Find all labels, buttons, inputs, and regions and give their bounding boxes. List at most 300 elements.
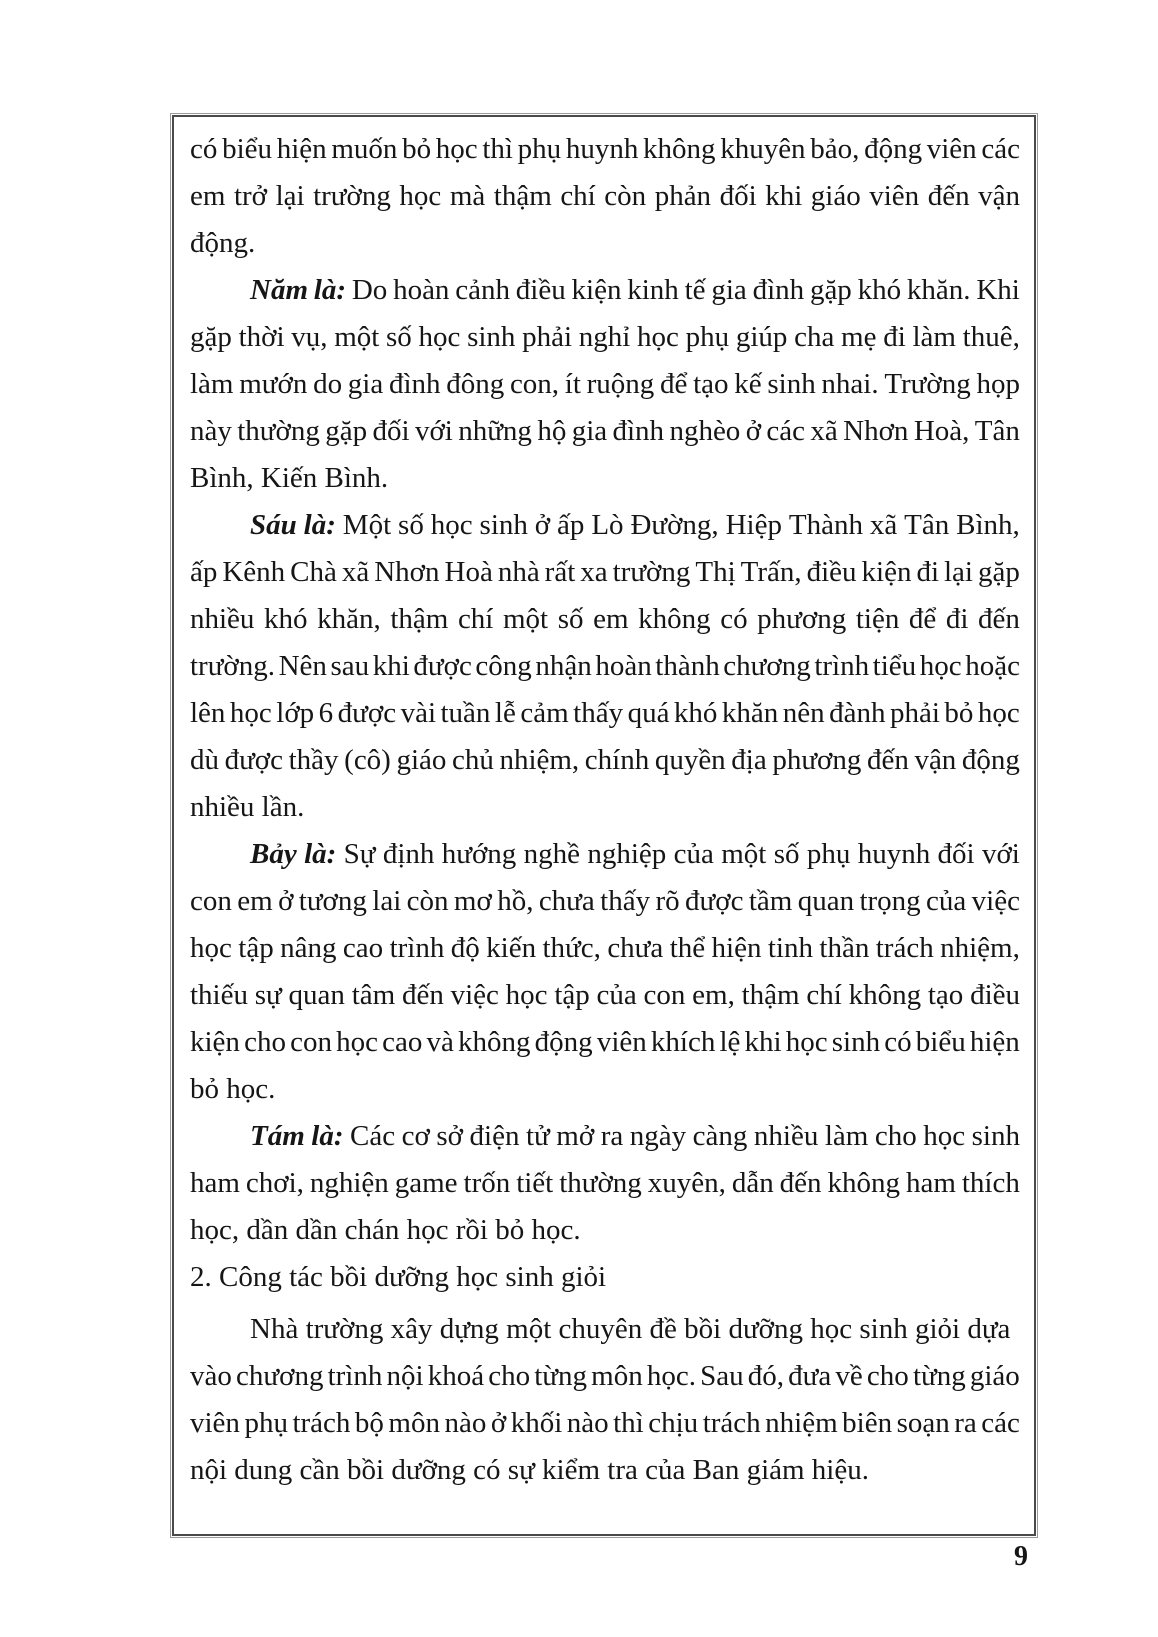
word: sinh [971, 1120, 1020, 1152]
word: thầy [288, 744, 339, 776]
word: không [827, 1167, 900, 1199]
word: nghỉ [578, 321, 631, 353]
word: do [313, 368, 343, 400]
word: khó [264, 603, 308, 635]
word: học [399, 180, 442, 212]
word: thường [237, 415, 320, 447]
word: Lò [591, 509, 624, 541]
word: đối [719, 180, 757, 212]
word: tập [554, 979, 590, 1011]
word: phụ [244, 1407, 288, 1439]
word: lại [275, 180, 305, 212]
word: thiếu [190, 979, 248, 1011]
word: phải [889, 697, 940, 729]
word: kinh [627, 274, 679, 306]
paragraph-lead-word: là: [303, 509, 336, 541]
word: viên [926, 133, 977, 165]
heading-section-2 [190, 1254, 1020, 1301]
paragraph-lead-word: là: [313, 274, 347, 306]
word: cao [342, 932, 384, 964]
word: nhiệm, [940, 932, 1020, 964]
word: chương [236, 1360, 324, 1392]
word: lệ [719, 1026, 741, 1058]
word: em [190, 180, 226, 212]
word: Sự [343, 838, 376, 870]
word: học [190, 932, 232, 964]
word: càng [692, 1120, 748, 1152]
word: những [458, 415, 532, 447]
word: thậm [741, 979, 800, 1011]
word: có [190, 133, 218, 165]
text-line [190, 690, 1020, 737]
word: khối [510, 1407, 563, 1439]
word: đành [829, 697, 886, 729]
text-line [190, 549, 1020, 596]
word: động [864, 133, 923, 165]
word: và [426, 1026, 454, 1058]
word: hoàn [595, 650, 652, 682]
word: còn [406, 885, 449, 917]
word: hiện [711, 932, 762, 964]
word: khó [857, 274, 902, 306]
word: trình [327, 1360, 383, 1392]
word: huynh [565, 133, 639, 165]
word: Các [350, 1120, 396, 1152]
word: khuyên [720, 133, 806, 165]
word: Tân [974, 415, 1020, 447]
word: sinh [831, 1026, 881, 1058]
word: ấp [190, 556, 218, 588]
text-line [190, 314, 1020, 361]
page-border-frame [170, 113, 1038, 1538]
word: khăn. [906, 274, 971, 306]
text-line: Nhà trường xây dựng một chuyên đề bồi dưỡng học sinh giỏi dựa [250, 1313, 1011, 1345]
word: làm [824, 1120, 869, 1152]
word: vài [400, 697, 437, 729]
word: cho [244, 1026, 286, 1058]
word: phụ [685, 321, 730, 353]
text-line: nội dung cần bồi dưỡng có sự kiểm tra của Ban giám hiệu. [190, 1454, 869, 1486]
word: giáo [396, 744, 447, 776]
word: trách [292, 1407, 351, 1439]
word: lai [372, 885, 402, 917]
word: trường [313, 180, 391, 212]
word: có [884, 1026, 912, 1058]
word: để [660, 368, 688, 400]
word: Hoà, [913, 415, 970, 447]
word: chương [723, 650, 811, 682]
word: các [981, 1407, 1020, 1439]
word: em, [692, 979, 735, 1011]
word: tinh [767, 932, 813, 964]
word: được [337, 697, 397, 729]
word: sau [330, 650, 370, 682]
word: làm [190, 368, 234, 400]
word: ở [490, 1407, 507, 1439]
word: phương [772, 744, 862, 776]
word: rõ [655, 885, 680, 917]
word: học [505, 979, 548, 1011]
text-line: 2. Công tác bồi dưỡng học sinh giỏi [190, 1261, 607, 1293]
word: của [673, 838, 714, 870]
word: Tân [904, 509, 950, 541]
word: tầm [748, 885, 793, 917]
word: thậm [390, 603, 449, 635]
word: nội [386, 1360, 424, 1392]
word: xã [810, 415, 838, 447]
text-line [190, 878, 1020, 925]
word: bỏ [402, 133, 432, 165]
word: khoá [427, 1360, 485, 1392]
word: tạo [927, 979, 964, 1011]
word: cho [488, 1360, 531, 1392]
word: điện [469, 1120, 520, 1152]
page-number: 9 [1014, 1541, 1028, 1572]
word: soạn [896, 1407, 950, 1439]
word: tương [298, 885, 367, 917]
word: trường. [190, 650, 276, 682]
word: lên [190, 697, 226, 729]
word: trình [389, 932, 445, 964]
word: vận [978, 180, 1020, 212]
word: một [334, 321, 380, 353]
word: nghiệp [587, 838, 667, 870]
word: khi [372, 650, 410, 682]
word: đình [752, 274, 805, 306]
word: Thành [788, 509, 863, 541]
word: đi [916, 556, 940, 588]
word: hiện [276, 133, 327, 165]
page-border-inner-rule [172, 115, 1036, 1536]
word: số [773, 838, 800, 870]
word: Đường, [630, 509, 719, 541]
word: trường [612, 556, 691, 588]
word: ngày [629, 1120, 687, 1152]
word: tuần [440, 697, 491, 729]
paragraph-lead-word: Sáu [250, 509, 297, 541]
word: Sau [700, 1360, 744, 1392]
word: tế [684, 274, 706, 306]
word: khi [744, 1026, 782, 1058]
word: lớp [276, 697, 315, 729]
paragraph-lead-word: Bảy [250, 838, 297, 870]
word: học [336, 1026, 378, 1058]
word: về [835, 1360, 863, 1392]
word: tiện [855, 603, 900, 635]
word: Nhơn [374, 556, 440, 588]
word: môn [388, 1407, 440, 1439]
word: đến [978, 603, 1020, 635]
word: cơ [401, 1120, 430, 1152]
word: trình [814, 650, 870, 682]
word: việc [450, 979, 499, 1011]
word: dù [190, 744, 219, 776]
word: con [643, 979, 686, 1011]
word: trở [233, 180, 268, 212]
word: Chà [290, 556, 337, 588]
word: của [596, 979, 637, 1011]
word: tâm [351, 979, 396, 1011]
word: kiện [571, 274, 622, 306]
word: hoặc [965, 650, 1020, 682]
word: viên [869, 180, 920, 212]
word: nghèo [669, 415, 741, 447]
word: chịu [648, 1407, 699, 1439]
word: động [961, 744, 1020, 776]
paragraph-lead-word: là: [311, 1120, 344, 1152]
word: thời [238, 321, 285, 353]
word: sở [436, 1120, 463, 1152]
word: họp [976, 368, 1020, 400]
word: Khi [976, 274, 1020, 306]
word: có [720, 603, 748, 635]
text-line [190, 1019, 1020, 1066]
text-line [190, 643, 1020, 690]
word: việc [971, 885, 1020, 917]
word: độ [450, 932, 480, 964]
word: trách [875, 932, 934, 964]
word: viên [596, 1026, 647, 1058]
word: điều [970, 979, 1020, 1011]
word: học [977, 697, 1020, 729]
word: thức, [542, 932, 601, 964]
word: môn [591, 1360, 643, 1392]
word: được [224, 744, 284, 776]
word: phản [654, 180, 712, 212]
word: sinh [467, 321, 516, 353]
word: địa [731, 744, 767, 776]
word: giáo [810, 180, 861, 212]
word: quá [627, 697, 670, 729]
text-line [190, 1400, 1020, 1447]
text-line [190, 173, 1020, 220]
word: nhiều [753, 1120, 819, 1152]
word: sự [254, 979, 282, 1011]
word: thậm [493, 180, 552, 212]
text-line [190, 267, 1020, 314]
word: trách [702, 1407, 761, 1439]
word: mà [449, 180, 486, 212]
word: Hoà [444, 556, 493, 588]
word: tử [525, 1120, 550, 1152]
word: kế [734, 368, 762, 400]
text-line [190, 1160, 1020, 1207]
word: một [502, 603, 549, 635]
word: mở [556, 1120, 595, 1152]
word: (cô) [344, 744, 391, 776]
word: không [643, 133, 716, 165]
word: chưa [607, 932, 664, 964]
word: đến [779, 1167, 822, 1199]
word: không [638, 603, 711, 635]
word: xa [580, 556, 608, 588]
word: biểu [222, 133, 272, 165]
word: với [981, 838, 1020, 870]
word: mẹ [841, 321, 877, 353]
word: lại [944, 556, 973, 588]
word: tiết [516, 1167, 554, 1199]
word: các [981, 133, 1020, 165]
word: gia [347, 368, 384, 400]
word: định [382, 838, 435, 870]
word: gặp [325, 415, 368, 447]
word: con [290, 1026, 332, 1058]
word: còn [604, 180, 647, 212]
word: gặp [977, 556, 1020, 588]
word: Nên [278, 650, 327, 682]
word: gặp [809, 274, 852, 306]
word: với [414, 415, 453, 447]
word: thành [655, 650, 720, 682]
word: hoàn [393, 274, 450, 306]
word: chơi, [245, 1167, 304, 1199]
word: được [685, 885, 744, 917]
word: biểu [915, 1026, 966, 1058]
word: Bình, [956, 509, 1020, 541]
word: nên [782, 697, 825, 729]
word: đối [372, 415, 410, 447]
word: ra [600, 1120, 624, 1152]
word: tiểu [872, 650, 917, 682]
word: huynh [857, 838, 931, 870]
word: 6 [318, 697, 334, 729]
word: Thị [695, 556, 736, 588]
word: nhà [497, 556, 540, 588]
word: rất [544, 556, 576, 588]
word: thì [482, 133, 513, 165]
word: học [435, 133, 478, 165]
word: hồ, [497, 885, 534, 917]
word: khó [673, 697, 718, 729]
word: nâng [280, 932, 337, 964]
word: cảnh [455, 274, 510, 306]
word: đông [446, 368, 505, 400]
paragraph-lead-word: là: [304, 838, 337, 870]
word: đình [612, 415, 665, 447]
text-line: động. [190, 227, 256, 259]
word: cho [866, 1360, 909, 1392]
word: kiện [190, 1026, 240, 1058]
word: khi [765, 180, 803, 212]
word: học [229, 697, 272, 729]
word: khích [650, 1026, 716, 1058]
text-line: nhiều lần. [190, 791, 305, 823]
word: ít [564, 368, 581, 400]
text-line [190, 126, 1020, 173]
word: học [919, 650, 962, 682]
para-tam-la [190, 1113, 1020, 1254]
para-continuation [190, 126, 1020, 267]
word: làm [912, 321, 956, 353]
word: không [458, 1026, 531, 1058]
word: ấp [557, 509, 585, 541]
word: công [475, 650, 532, 682]
word: trọng [859, 885, 921, 917]
word: muốn [331, 133, 398, 165]
word: phụ [806, 838, 851, 870]
word: vào [190, 1360, 232, 1392]
word: nghề [523, 838, 581, 870]
word: bỏ [944, 697, 974, 729]
word: phải [522, 321, 573, 353]
word: thần [819, 932, 870, 964]
word: thường [559, 1167, 642, 1199]
text-line [190, 502, 1020, 549]
text-line [190, 1113, 1020, 1160]
word: hiện [969, 1026, 1020, 1058]
word: ruộng [586, 368, 655, 400]
word: thích [961, 1167, 1020, 1199]
word: chủ [451, 744, 494, 776]
text-line [190, 831, 1020, 878]
word: mơ [453, 885, 492, 917]
word: con [190, 885, 232, 917]
word: ra [954, 1407, 977, 1439]
word: Kênh [222, 556, 286, 588]
word: số [386, 321, 412, 353]
word: Nhơn [843, 415, 909, 447]
word: đi [945, 603, 969, 635]
word: em [237, 885, 273, 917]
word: gia [571, 415, 608, 447]
text-line: bỏ học. [190, 1073, 276, 1105]
paragraph-lead-word: Tám [250, 1120, 305, 1152]
word: gia [711, 274, 747, 306]
word: số [557, 603, 584, 635]
word: thuê, [962, 321, 1020, 353]
word: ở [534, 509, 551, 541]
word: game [394, 1167, 458, 1199]
word: gặp [190, 321, 232, 353]
word: Hiệp [725, 509, 782, 541]
word: tạo [693, 368, 729, 400]
word: viên [190, 1407, 240, 1439]
word: trốn [463, 1167, 511, 1199]
word: thể [669, 932, 706, 964]
text-line [190, 596, 1020, 643]
word: sinh [479, 509, 528, 541]
word: vụ, [291, 321, 328, 353]
text-line [190, 972, 1020, 1019]
word: vận [914, 744, 957, 776]
word: mướn [239, 368, 308, 400]
word: thấy [600, 885, 651, 917]
word: giáo [969, 1360, 1020, 1392]
para-sau-la [190, 502, 1020, 831]
word: cao [382, 1026, 423, 1058]
word: từng [534, 1360, 588, 1392]
word: nghiện [309, 1167, 389, 1199]
word: đến [866, 744, 909, 776]
word: em [593, 603, 629, 635]
text-line [190, 925, 1020, 972]
word: đến [927, 180, 970, 212]
word: không [848, 979, 922, 1011]
word: quan [288, 979, 345, 1011]
word: ở [278, 885, 294, 917]
word: Do [351, 274, 388, 306]
word: của [926, 885, 967, 917]
word: các [766, 415, 806, 447]
para-bay-la [190, 831, 1020, 1113]
word: ở [745, 415, 762, 447]
word: kiến [486, 932, 537, 964]
word: phụ [517, 133, 562, 165]
word: nhiều [190, 603, 255, 635]
word: chính [584, 744, 650, 776]
word: đối [937, 838, 975, 870]
word: xã [869, 509, 898, 541]
